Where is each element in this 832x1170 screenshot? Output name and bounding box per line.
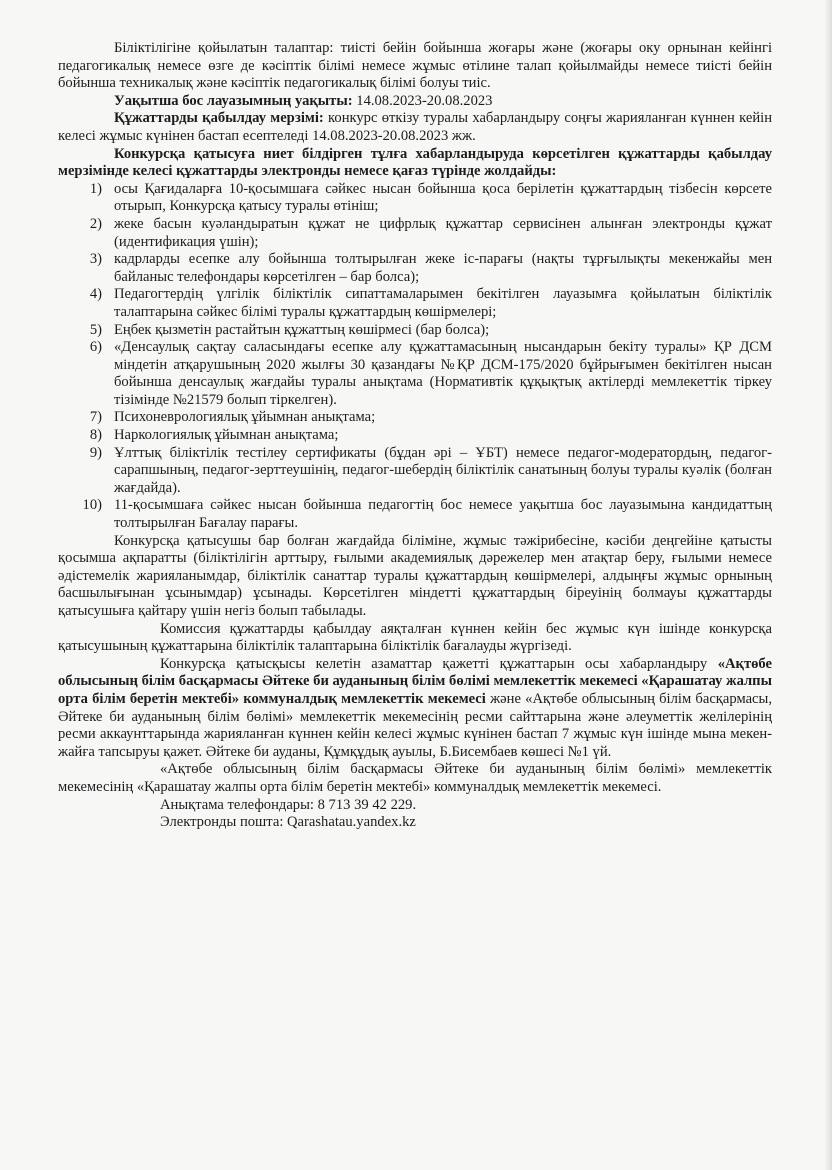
additional-info-paragraph: Конкурсқа қатысушы бар болған жағдайда біліміне, жұмыс тәжірибесіне, кәсіби деңгейіне қатысты қосымша ақпаратты (біліктілігін арттыру, ғылыми академиялық дәрежелер мен атақтар беру, ғылыми немесе әдістемелік жарияланымдар, біліктілік санаттар туралы құжаттардың көшірмелері, алдыңғы жұмыс орнының басшылығынан ұсынымдар) ұсынады. Көрсетілген міндетті құжаттардың біреуінің болмауы құжаттарды қатысушыға қайтару үшін негіз болып табылады. <box>58 532 772 619</box>
list-item <box>58 251 772 286</box>
organization-paragraph: «Ақтөбе облысының білім басқармасы Әйтеке би ауданының білім бөлімі» мемлекеттік мекемесінің «Қарашатау жалпы орта білім беретін мектебі» коммуналдық мемлекеттік мекемесі. <box>58 761 772 795</box>
documents-intro: Конкурсқа қатысуға ниет білдірген тұлға хабарландыруда көрсетілген құжаттарды қабылдау мерзімінде келесі құжаттарды электронды немесе қағаз түрінде жолдайды: <box>58 145 772 180</box>
phone-line: Анықтама телефондары: 8 713 39 42 229. <box>160 796 417 813</box>
list-item-number: 10) <box>82 497 102 514</box>
list-item <box>58 286 772 321</box>
submission-paragraph <box>58 656 772 762</box>
list-item-text: кадрларды есепке алу бойынша толтырылған жеке іс-парағы (нақты тұрғылықты мекенжайы мен байланыс телефондары көрсетілген – бар болса); <box>114 251 772 285</box>
list-item-text: «Денсаулық сақтау саласындағы есепке алу құжаттамасының нысандарын бекіту туралы» ҚР ДСМ міндетін атқарушының 2020 жылғы 30 қазандағы №ҚР ДСМ-175/2020 бұйрығымен бекітілген нысан бойынша денсаулық жағдайы туралы анықтама (Нормативтік құқықтық актілерді мемлекеттік тіркеу тізімінде №21579 болып тіркелген). <box>114 339 772 408</box>
deadline-label: Құжаттарды қабылдау мерзімі: <box>114 110 324 127</box>
organization-name-bold: «Ақтөбе облысының білім басқармасы Әйтеке би ауданының білім бөлімі мемлекеттік мекемесі «Қарашатау жалпы орта білім беретін мектебі» коммуналдық мемлекеттік мекемесі <box>58 655 772 707</box>
list-item <box>58 409 772 427</box>
list-item <box>58 445 772 498</box>
commission-paragraph: Комиссия құжаттарды қабылдау аяқталған күннен кейін бес жұмыс күн ішінде конкурсқа қатысушының құжаттарына біліктілік талаптарына біліктілік бағалауды жүргізеді. <box>58 620 772 655</box>
vacancy-value: 14.08.2023-20.08.2023 <box>356 92 493 109</box>
list-item-number: 4) <box>89 286 102 303</box>
list-item-text: жеке басын куәландыратын құжат не цифрлық құжаттар сервисінен алынған электронды құжат (идентификация үшін); <box>114 215 772 250</box>
list-item-text: осы Қағидаларға 10-қосымшаға сәйкес нысан бойынша қоса берілетін құжаттардың тізбесін көрсете отырып, Конкурсқа қатысу туралы өтініш; <box>114 180 772 215</box>
list-item-number: 6) <box>89 339 102 356</box>
list-item-number: 2) <box>89 215 102 232</box>
list-item-text: Психоневрологиялық ұйымнан анықтама; <box>114 409 376 426</box>
submission-rest: және «Ақтөбе облысының білім басқармасы, Әйтеке би ауданының білім бөлімі» мемлекеттік мекемесінің ресми сайттарына және әлеуметтік желілерінің ресми аккаунттарында жарияланған күннен кейін келесі жұмыс күнінен бастап 7 жұмыс күн ішінде мына мекен-жайға тапсыруы қажет. Әйтеке би ауданы, Құмқұдық ауылы, Б.Бисембаев көшесі №1 үй. <box>58 690 772 760</box>
list-item-number: 8) <box>89 427 102 444</box>
list-item <box>58 216 772 251</box>
vacancy-label: Уақытша бос лауазымның уақыты: <box>114 92 353 109</box>
qualification-paragraph: Біліктілігіне қойылатын талаптар: тиісті бейін бойынша жоғары және (жоғары оку орнынан кейінгі педагогикалық немесе өзге де кәсіптік білімі немесе жұмыс өтілине талап қойылмайды немесе тиісті бейін бойынша техникалық және кәсіптік педагогикалық білімі болуы тиіс. <box>58 40 772 92</box>
list-item-text: Ұлттық біліктілік тестілеу сертификаты (бұдан әрі – ҰБТ) немесе педагог-модератордың, педагог-сарапшының, педагог-зерттеушінің, педагог-шебердің біліктілік санатының болуы туралы куәлік (болған жағдайда). <box>114 444 772 496</box>
document-body <box>58 40 772 832</box>
list-item <box>58 322 772 340</box>
list-item-number: 7) <box>89 409 102 426</box>
requirements-list <box>58 181 772 533</box>
deadline-value: конкурс өткізу туралы хабарландыру соңғы жарияланған күннен кейін келесі жұмыс күнінен бастап есептеледі 14.08.2023-20.08.2023 жж. <box>58 110 773 144</box>
list-item <box>58 497 772 532</box>
list-item-number: 3) <box>89 251 102 268</box>
list-item <box>58 427 772 445</box>
list-item-text: Педагогтердің үлгілік біліктілік сипаттамаларымен бекітілген лауазымға қойылатын біліктілік талаптарына сәйкес білімі туралы құжаттардың көшірмелері; <box>114 286 772 320</box>
vacancy-period <box>58 93 772 111</box>
list-item-number: 1) <box>89 180 102 197</box>
list-item <box>58 181 772 216</box>
submission-lead: Конкурсқа қатысқысы келетін азаматтар қажетті құжаттарын осы хабарландыру <box>160 655 708 672</box>
list-item-text: Наркологиялық ұйымнан анықтама; <box>114 427 339 444</box>
list-item <box>58 339 772 409</box>
list-item-text: Еңбек қызметін растайтын құжаттың көшірмесі (бар болса); <box>114 321 490 338</box>
page-edge-shadow <box>824 0 832 1170</box>
deadline-paragraph <box>58 110 772 145</box>
email-line: Электронды пошта: Qarashatau.yandex.kz <box>160 814 416 831</box>
list-item-text: 11-қосымшаға сәйкес нысан бойынша педагогтің бос немесе уақытша бос лауазымына кандидаттың толтырылған Бағалау парағы. <box>114 497 772 532</box>
list-item-number: 9) <box>89 444 102 461</box>
list-item-number: 5) <box>89 321 102 338</box>
